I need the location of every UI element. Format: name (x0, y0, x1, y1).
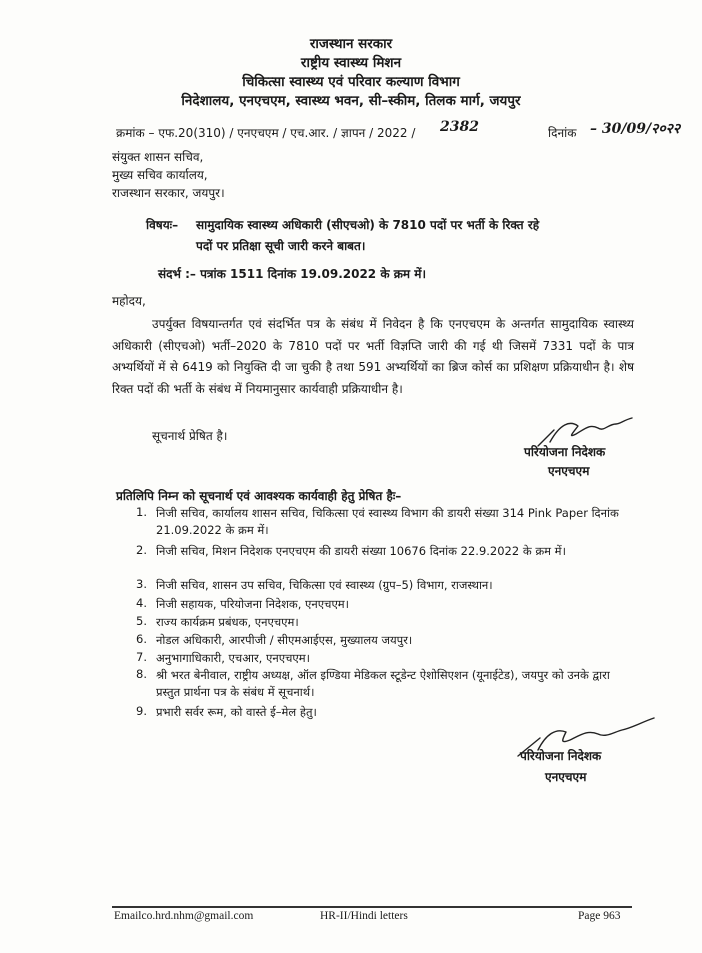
closing-line: सूचनार्थ प्रेषित है। (152, 429, 228, 443)
date-label: दिनांक (548, 126, 577, 140)
copy-heading: प्रतिलिपि निम्न को सूचनार्थ एवं आवश्यक कार्यवाही हेतु प्रेषित हैः– (116, 489, 402, 503)
copy-number: 4. (136, 596, 147, 610)
copy-number: 2. (136, 543, 147, 557)
copy-number: 7. (136, 650, 147, 664)
signatory-org: एनएचएम (548, 464, 590, 478)
footer-divider (112, 906, 632, 908)
copy-number: 5. (136, 614, 147, 628)
signatory-title: परियोजना निदेशक (520, 749, 602, 763)
copy-item: राज्य कार्यक्रम प्रबंधक, एनएचएम। (156, 615, 299, 629)
letter-number-handwritten: 2382 (440, 119, 479, 135)
header-department: चिकित्सा स्वास्थ्य एवं परिवार कल्याण विभाग (242, 74, 460, 90)
copy-item: अनुभागाधिकारी, एचआर, एनएचएम। (156, 651, 310, 665)
copy-item: निजी सचिव, कार्यालय शासन सचिव, चिकित्सा एवं स्वास्थ्य विभाग की डायरी संख्या 314 Pink Paper दिनांक 21.09.2022 के क्रम में। (156, 506, 619, 537)
copy-number: 9. (136, 704, 147, 718)
signatory-title: परियोजना निदेशक (524, 445, 606, 459)
header-government: राजस्थान सरकार (309, 36, 393, 52)
copy-number: 3. (136, 577, 147, 591)
addressee-line: राजस्थान सरकार, जयपुर। (112, 186, 225, 200)
footer-email: Emailco.hrd.nhm@gmail.com (114, 910, 254, 922)
subject-line: पदों पर प्रतिक्षा सूची जारी करने बाबत। (196, 239, 366, 253)
copy-item: प्रभारी सर्वर रूम, को वास्ते ई–मेल हेतु। (156, 705, 317, 719)
copy-item: निजी सचिव, मिशन निदेशक एनएचएम की डायरी संख्या 10676 दिनांक 22.9.2022 के क्रम में। (156, 544, 566, 558)
letter-number: क्रमांक – एफ.20(310) / एनएचएम / एच.आर. / ज्ञापन / 2022 / (116, 126, 416, 140)
header-address: निदेशालय, एनएचएम, स्वास्थ्य भवन, सी–स्कीम, तिलक मार्ग, जयपुर (181, 93, 521, 109)
subject-label: विषयः– (146, 218, 179, 232)
salutation: महोदय, (112, 294, 146, 308)
date-handwritten: – 30/09/२०२२ (590, 121, 681, 137)
copy-item: श्री भरत बेनीवाल, राष्ट्रीय अध्यक्ष, ऑल इण्डिया मेडिकल स्टूडेन्ट ऐशोसिएशन (यूनाईटेड), जयपुर को उनके द्वारा प्रस्तुत प्रार्थना पत्र के संबंध में सूचनार्थ। (156, 668, 610, 699)
addressee-line: मुख्य सचिव कार्यालय, (112, 168, 208, 182)
copy-item: निजी सहायक, परियोजना निदेशक, एनएचएम। (156, 597, 350, 611)
addressee-line: संयुक्त शासन सचिव, (112, 150, 204, 164)
copy-number: 8. (136, 667, 147, 681)
footer-page-number: Page 963 (578, 910, 621, 922)
reference-line: संदर्भ :– पत्रांक 1511 दिनांक 19.09.2022 के क्रम में। (158, 267, 427, 281)
copy-item: निजी सचिव, शासन उप सचिव, चिकित्सा एवं स्वास्थ्य (ग्रुप–5) विभाग, राजस्थान। (156, 578, 493, 592)
header-mission: राष्ट्रीय स्वास्थ्य मिशन (300, 55, 402, 71)
body-paragraph: उपर्युक्त विषयान्तर्गत एवं संदर्भित पत्र के संबंध में निवेदन है कि एनएचएम के अन्तर्गत सामुदायिक स्वास्थ्य अधिकारी (सीएचओ) भर्ती–2020 के 7810 पदों पर भर्ती विज्ञप्ति जारी की गई थी जिसमें 7331 पदों के पात्र अभ्यर्थियों में से 6419 को नियुक्ति दी जा चुकी है तथा 591 अभ्यर्थियों का ब्रिज कोर्स का प्रशिक्षण प्रक्रियाधीन है। शेष रिक्त पदों की भर्ती के संबंध में नियमानुसार कार्यवाही प्रक्रियाधीन है। (112, 317, 634, 396)
copy-item: नोडल अधिकारी, आरपीजी / सीएमआईएस, मुख्यालय जयपुर। (156, 633, 413, 647)
footer-reference: HR-II/Hindi letters (320, 910, 408, 922)
signatory-org: एनएचएम (545, 770, 587, 784)
subject-line: सामुदायिक स्वास्थ्य अधिकारी (सीएचओ) के 7810 पदों पर भर्ती के रिक्त रहे (196, 218, 540, 232)
copy-number: 1. (136, 505, 147, 519)
copy-number: 6. (136, 632, 147, 646)
